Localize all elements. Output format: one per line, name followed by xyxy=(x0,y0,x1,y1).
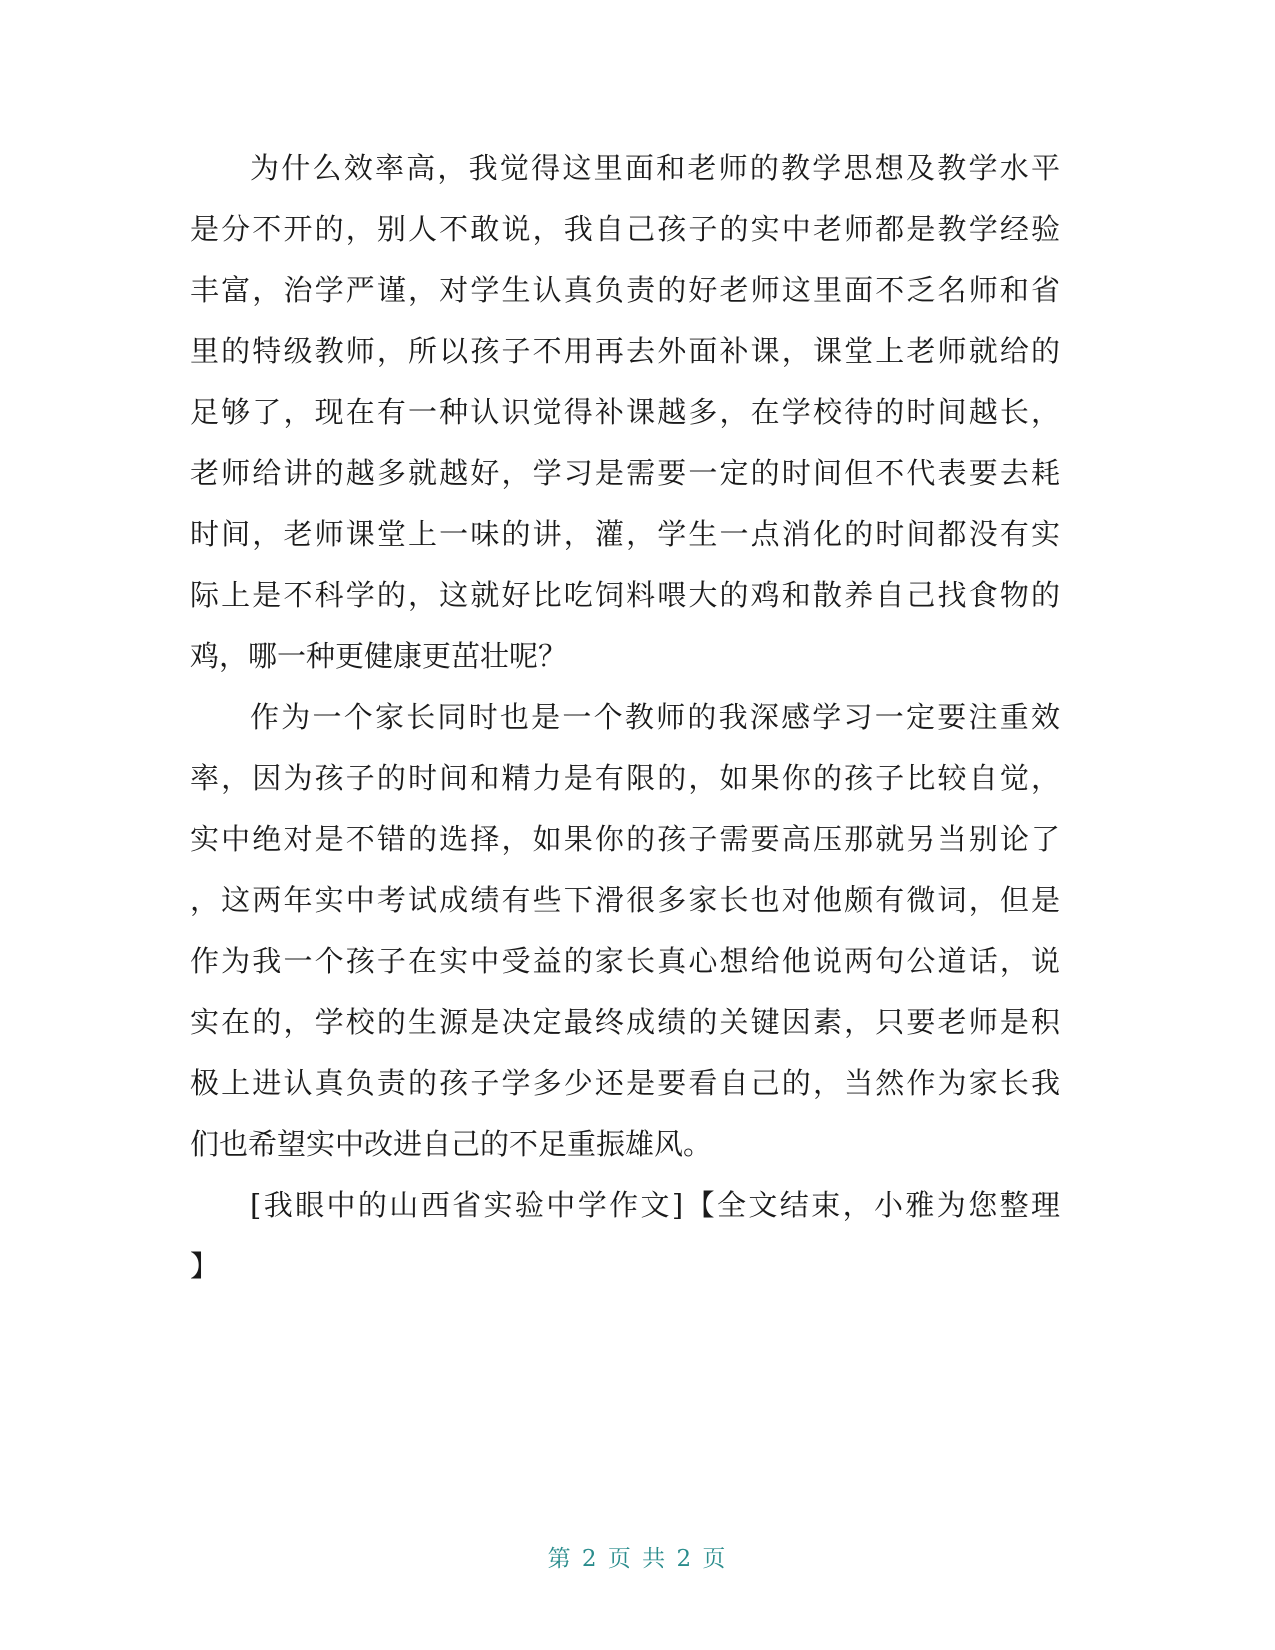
paragraph-line: 际上是不科学的，这就好比吃饲料喂大的鸡和散养自己找食物的 xyxy=(190,578,1060,612)
paragraph-line: 作为一个家长同时也是一个教师的我深感学习一定要注重效 xyxy=(250,700,1060,734)
paragraph-line: 作为我一个孩子在实中受益的家长真心想给他说两句公道话，说 xyxy=(190,944,1060,978)
paragraph-3 xyxy=(190,1175,1060,1297)
paragraph-line: 鸡，哪一种更健康更茁壮呢？ xyxy=(190,639,568,673)
paragraph-line: 为什么效率高，我觉得这里面和老师的教学思想及教学水平 xyxy=(250,151,1060,185)
page-number-footer: 第 2 页 共 2 页 xyxy=(547,1546,728,1572)
paragraph-line: 率，因为孩子的时间和精力是有限的，如果你的孩子比较自觉， xyxy=(190,761,1060,795)
paragraph-line: 是分不开的，别人不敢说，我自己孩子的实中老师都是教学经验 xyxy=(190,212,1060,246)
paragraph-line: 】 xyxy=(190,1249,220,1283)
paragraph-line: 们也希望实中改进自己的不足重振雄风。 xyxy=(190,1127,713,1161)
paragraph-line: [我眼中的山西省实验中学作文]【全文结束，小雅为您整理 xyxy=(250,1188,1060,1222)
paragraph-line: 里的特级教师，所以孩子不用再去外面补课，课堂上老师就给的 xyxy=(190,334,1060,368)
paragraph-line: 时间，老师课堂上一味的讲，灌，学生一点消化的时间都没有实 xyxy=(190,517,1060,551)
paragraph-line: 实在的，学校的生源是决定最终成绩的关键因素，只要老师是积 xyxy=(190,1005,1060,1039)
paragraph-line: ，这两年实中考试成绩有些下滑很多家长也对他颇有微词，但是 xyxy=(190,883,1060,917)
document-body xyxy=(190,138,1060,1297)
paragraph-1 xyxy=(190,138,1060,687)
paragraph-line: 老师给讲的越多就越好，学习是需要一定的时间但不代表要去耗 xyxy=(190,456,1060,490)
paragraph-line: 丰富，治学严谨，对学生认真负责的好老师这里面不乏名师和省 xyxy=(190,273,1060,307)
paragraph-2 xyxy=(190,687,1060,1175)
paragraph-line: 极上进认真负责的孩子学多少还是要看自己的，当然作为家长我 xyxy=(190,1066,1060,1100)
paragraph-line: 实中绝对是不错的选择，如果你的孩子需要高压那就另当别论了 xyxy=(190,822,1060,856)
paragraph-line: 足够了，现在有一种认识觉得补课越多，在学校待的时间越长， xyxy=(190,395,1060,429)
